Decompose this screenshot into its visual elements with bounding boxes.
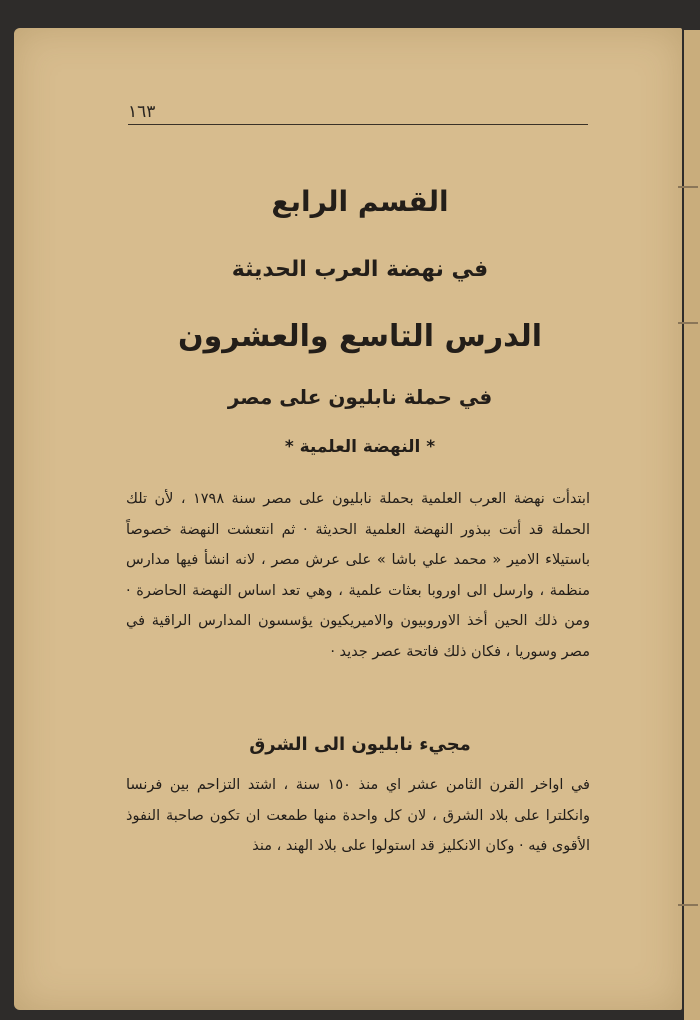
part-title: القسم الرابع (271, 185, 449, 218)
adjacent-page-edge (684, 30, 700, 1020)
body-paragraph-1: ابتدأت نهضة العرب العلمية بحملة نابليون على مصر سنة ١٧٩٨ ، لأن تلك الحملة قد أتت ببذور النهضة العلمية الحديثة · ثم انتعشت النهضة خصوصاً باستيلاء الامير « محمد علي باشا » على عرش مصر ، لانه انشأ فيها مدارس منظمة ، وارسل الى اوروبا بعثات علمية ، وهي تعد اساس النهضة الحاضرة · ومن ذلك الحين أخذ الاوروبيون والاميريكيون يؤسسون المدارس الراقية في مصر وسوريا ، فكان ذلك فاتحة عصر جديد · (126, 491, 590, 660)
part-subtitle: في نهضة العرب الحديثة (231, 257, 489, 282)
header-rule (128, 124, 588, 125)
page-number: ١٦٣ (128, 102, 156, 122)
body-paragraph-2: في اواخر القرن الثامن عشر اي منذ ١٥٠ سنة ، اشتد التزاحم بين فرنسا وانكلترا على بلاد الشرق ، لان كل واحدة منها طمعت ان تكون صاحبة النفوذ الأقوى فيه · وكان الانكليز قد استولوا على بلاد الهند ، منذ (126, 777, 590, 854)
binding-stitch (678, 904, 698, 906)
binding-stitch (678, 186, 698, 188)
lesson-title: الدرس التاسع والعشرون (177, 319, 543, 354)
lesson-subtitle: في حملة نابليون على مصر (227, 385, 493, 409)
binding-stitch (678, 322, 698, 324)
section-heading-scientific-renaissance: * النهضة العلمية * (284, 437, 436, 457)
section-heading-napoleon-arrival: مجيء نابليون الى الشرق (249, 734, 471, 755)
